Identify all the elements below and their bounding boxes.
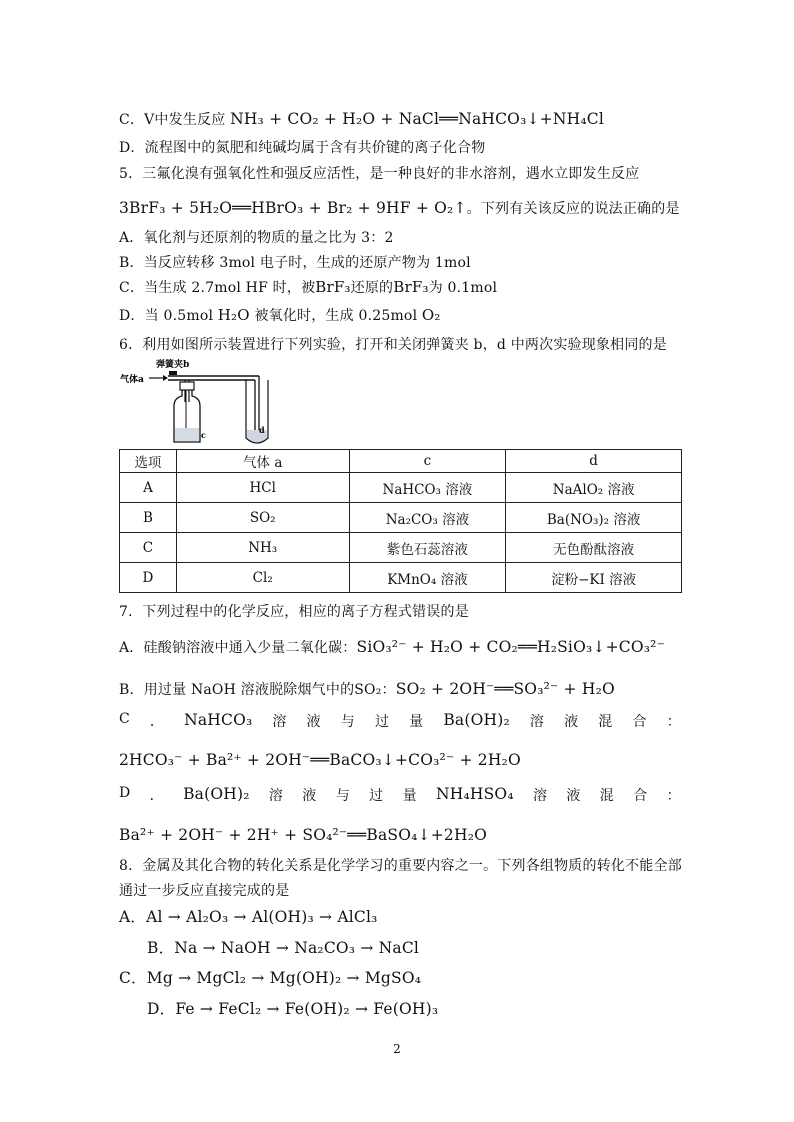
q4-option-c-text: C．Ⅴ中发生反应 (119, 112, 226, 128)
q7-c-formula2: Ba(OH)₂ (443, 711, 510, 729)
q7-d-formula2: NH₄HSO₄ (435, 785, 514, 803)
table-cell: 淀粉−KI 溶液 (506, 563, 682, 593)
q7-c-char: 溶 (272, 714, 287, 730)
table-cell: KMnO₄ 溶液 (349, 563, 506, 593)
q6-stem: 6．利用如图所示装置进行下列实验，打开和关闭弹簧夹 b，d 中两次实验现象相同的是 (119, 337, 667, 353)
q7-option-a-equation: SiO₃²⁻ + H₂O + CO₂══H₂SiO₃↓+CO₃²⁻ (356, 638, 665, 656)
q5-stem-line1: 5．三氟化溴有强氧化性和强反应活性，是一种良好的非水溶剂，遇水立即发生反应 (119, 166, 640, 182)
q5-option-d-text2: 被氧化时，生成 0.25mol (254, 308, 418, 324)
table-cell: B (120, 503, 177, 533)
q5-option-c-text3: 为 0.1mol (428, 280, 498, 296)
q8-option-c: C．Mg → MgCl₂ → Mg(OH)₂ → MgSO₄ (119, 969, 422, 987)
q7-c-formula1: NaHCO₃ (184, 711, 253, 729)
table-cell: Ba(NO₃)₂ 溶液 (506, 503, 682, 533)
bottle-liquid (175, 428, 199, 441)
q7-option-b (119, 679, 615, 699)
page-number: 2 (393, 1042, 401, 1056)
q7-c-char: 过 (374, 714, 390, 730)
q7-option-d (119, 785, 681, 805)
apparatus-diagram (119, 358, 269, 446)
table-cell: NaHCO₃ 溶液 (349, 473, 506, 503)
q5-option-c-formula2: BrF₃ (393, 278, 429, 296)
q8-stem-line2: 通过一步反应直接完成的是 (119, 883, 290, 899)
q5-option-d-formula: H₂O (217, 306, 250, 324)
q7-option-c (119, 711, 681, 731)
table-cell: A (120, 473, 177, 503)
header-gas: 气体 a (176, 450, 349, 473)
q8-option-a: A．Al → Al₂O₃ → Al(OH)₃ → AlCl₃ (119, 908, 378, 926)
table-header-row (120, 450, 682, 473)
q5-option-c-text: C．当生成 2.7mol HF 时，被 (119, 280, 316, 296)
table-cell: NH₃ (176, 533, 349, 563)
q7-option-b-text: B．用过量 NaOH 溶液脱除烟气中的SO₂： (119, 682, 396, 698)
table-cell: 无色酚酞溶液 (506, 533, 682, 563)
q5-option-d-text: D．当 0.5mol (119, 308, 214, 324)
q7-c-char: 混 (598, 714, 613, 730)
q7-d-formula1: Ba(OH)₂ (183, 785, 250, 803)
q7-option-a-text: A．硅酸钠溶液中通入少量二氧化碳： (119, 640, 357, 656)
q8-option-d: D．Fe → FeCl₂ → Fe(OH)₂ → Fe(OH)₃ (147, 1000, 439, 1018)
q7-d-char: 溶 (532, 788, 548, 804)
spring-clip (169, 371, 177, 375)
q7-d-char: 液 (302, 788, 317, 804)
q7-d-letter: D (119, 785, 131, 801)
header-option: 选项 (120, 450, 177, 473)
q7-d-char: 与 (335, 788, 350, 804)
bottle-stopper (180, 382, 194, 390)
q8-stem-line1: 8．金属及其化合物的转化关系是化学学习的重要内容之一。下列各组物质的转化不能全部 (119, 858, 682, 874)
q4-option-c (119, 109, 604, 129)
header-c: c (349, 450, 506, 473)
q5-stem-tail: 。下列有关该反应的说法正确的是 (466, 201, 680, 217)
d-label: d (259, 425, 265, 435)
q7-d-dot: ． (149, 788, 164, 804)
table-row (120, 563, 682, 593)
q7-c-char: 与 (340, 714, 355, 730)
table-row (120, 503, 682, 533)
q4-option-d: D．流程图中的氮肥和纯碱均属于含有共价键的离子化合物 (119, 140, 486, 156)
q7-option-a (119, 637, 665, 657)
q7-c-char: 液 (306, 714, 321, 730)
clip-label: 弹簧夹b (156, 360, 190, 370)
table-cell: NaAlO₂ 溶液 (506, 473, 682, 503)
table-row (120, 533, 682, 563)
table-cell: C (120, 533, 177, 563)
q7-d-char: 过 (369, 788, 384, 804)
table-cell: D (120, 563, 177, 593)
q5-option-b: B．当反应转移 3mol 电子时，生成的还原产物为 1mol (119, 255, 471, 271)
q7-c-char: 溶 (529, 714, 545, 730)
table-cell: Na₂CO₃ 溶液 (349, 503, 506, 533)
q7-c-char: ： (666, 714, 681, 730)
header-d: d (506, 450, 682, 473)
q7-d-char: 量 (402, 788, 417, 804)
table-cell: SO₂ (176, 503, 349, 533)
q7-d-char: 合 (633, 788, 648, 804)
table-cell: 紫色石蕊溶液 (349, 533, 506, 563)
arrow-head (163, 375, 168, 381)
q7-option-b-equation: SO₂ + 2OH⁻══SO₃²⁻ + H₂O (395, 680, 615, 698)
q7-d-char: ： (666, 788, 681, 804)
q7-d-char: 液 (566, 788, 581, 804)
q5-stem-line2 (119, 198, 680, 218)
q5-equation: 3BrF₃ + 5H₂O══HBrO₃ + Br₂ + 9HF + O₂↑ (119, 199, 467, 217)
options-table (119, 449, 682, 593)
q7-option-d-equation: Ba²⁺ + 2OH⁻ + 2H⁺ + SO₄²⁻══BaSO₄↓+2H₂O (119, 826, 488, 844)
q4-option-c-equation: NH₃ + CO₂ + H₂O + NaCl══NaHCO₃↓+NH₄Cl (230, 110, 604, 128)
q5-option-a: A．氧化剂与还原剂的物质的量之比为 3：2 (119, 230, 394, 246)
q7-c-dot: ． (149, 714, 165, 730)
q7-option-c-equation: 2HCO₃⁻ + Ba²⁺ + 2OH⁻══BaCO₃↓+CO₃²⁻ + 2H₂O (119, 751, 521, 769)
q7-c-char: 合 (632, 714, 647, 730)
q5-option-d (119, 305, 441, 325)
table-cell: HCl (176, 473, 349, 503)
q5-option-c-formula: BrF₃ (315, 278, 351, 296)
table-cell: Cl₂ (176, 563, 349, 593)
table-row (120, 473, 682, 503)
c-label: c (201, 430, 206, 440)
q7-d-char: 混 (599, 788, 614, 804)
q5-option-d-formula2: O₂ (421, 306, 441, 324)
q5-option-c (119, 277, 497, 297)
q5-option-c-text2: 还原的 (350, 280, 394, 296)
q7-c-char: 液 (564, 714, 579, 730)
q8-option-b: B．Na → NaOH → Na₂CO₃ → NaCl (147, 939, 420, 957)
gas-a-label: 气体a (120, 375, 144, 385)
q7-d-char: 溶 (268, 788, 284, 804)
q7-c-letter: C (119, 711, 130, 727)
q7-stem: 7．下列过程中的化学反应，相应的离子方程式错误的是 (119, 604, 469, 620)
q7-c-char: 量 (409, 714, 424, 730)
